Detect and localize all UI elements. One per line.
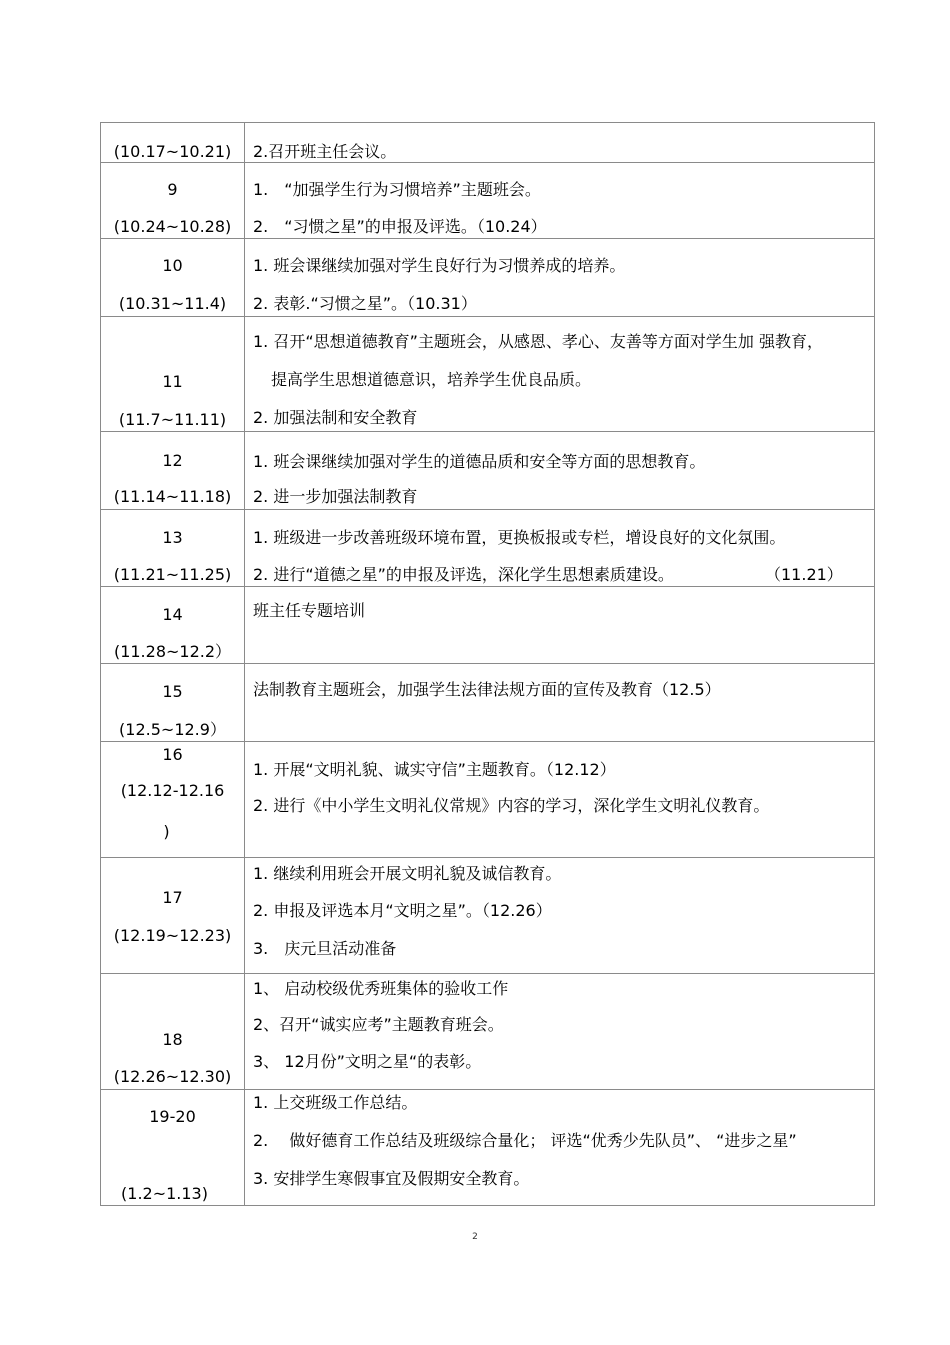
week-cell <box>101 163 245 239</box>
table-row <box>101 858 875 974</box>
item-text: 2. 进行《中小学生文明礼仪常规》内容的学习，深化学生文明礼仪教育。 <box>253 796 770 815</box>
table-row <box>101 239 875 317</box>
item-text: 3. 庆元旦活动准备 <box>253 939 397 958</box>
week-cell <box>101 742 245 858</box>
table-row <box>101 317 875 432</box>
schedule-table <box>100 122 875 1206</box>
week-dates: (12.26~12.30) <box>113 1067 232 1086</box>
week-dates: (12.12-12.16 <box>120 781 225 800</box>
week-cell <box>101 432 245 510</box>
week-number: 16 <box>162 745 183 764</box>
week-dates: (12.5~12.9） <box>119 720 226 739</box>
week-cell <box>101 587 245 664</box>
week-number: 15 <box>162 682 183 701</box>
content-cell <box>245 858 875 974</box>
item-text: 2. “习惯之星”的申报及评选。（10.24） <box>253 217 547 236</box>
table-row <box>101 510 875 587</box>
week-number: 19-20 <box>149 1107 196 1126</box>
week-dates: (11.28~12.2） <box>113 642 232 661</box>
week-dates: (1.2~1.13) <box>121 1184 208 1203</box>
week-dates: (10.17~10.21) <box>113 142 232 161</box>
week-cell <box>101 317 245 432</box>
item-text: 3、 12月份”文明之星“的表彰。 <box>253 1052 482 1071</box>
content-cell <box>245 742 875 858</box>
week-dates: (10.24~10.28) <box>113 217 232 236</box>
week-cell <box>101 1090 245 1206</box>
week-number: 12 <box>162 451 183 470</box>
item-text: 1. 召开“思想道德教育”主题班会，从感恩、孝心、友善等方面对学生加 强教育， <box>253 332 824 351</box>
week-number: 14 <box>162 605 183 624</box>
table-row <box>101 664 875 742</box>
content-cell <box>245 587 875 664</box>
item-text: 2.召开班主任会议。 <box>253 142 397 161</box>
item-text: 3. 安排学生寒假事宜及假期安全教育。 <box>253 1169 530 1188</box>
week-number: 17 <box>162 888 183 907</box>
table-row <box>101 1090 875 1206</box>
week-cell <box>101 974 245 1090</box>
content-cell <box>245 510 875 587</box>
week-cell <box>101 239 245 317</box>
item-text: 1. 开展“文明礼貌、诚实守信”主题教育。（12.12） <box>253 760 616 779</box>
table-row <box>101 123 875 163</box>
week-dates: (11.7~11.11) <box>118 410 227 429</box>
item-text: 2. 表彰.“习惯之星”。（10.31） <box>253 294 477 313</box>
week-cell <box>101 664 245 742</box>
item-text: 班主任专题培训 <box>253 601 366 620</box>
item-text: 法制教育主题班会，加强学生法律法规方面的宣传及教育（12.5） <box>253 680 721 699</box>
week-dates: (10.31~11.4) <box>118 294 227 313</box>
item-text: 1. “加强学生行为习惯培养”主题班会。 <box>253 180 541 199</box>
week-dates: (12.19~12.23) <box>113 926 232 945</box>
content-cell <box>245 163 875 239</box>
content-cell <box>245 1090 875 1206</box>
content-cell <box>245 974 875 1090</box>
week-number: 13 <box>162 528 183 547</box>
content-cell <box>245 432 875 510</box>
item-text: 2. 申报及评选本月“文明之星”。（12.26） <box>253 901 552 920</box>
week-cell <box>101 123 245 163</box>
table-row <box>101 163 875 239</box>
week-dates: ) <box>163 822 170 841</box>
week-dates: (11.21~11.25) <box>113 565 232 584</box>
page-number: 2 <box>472 1232 478 1242</box>
content-cell <box>245 239 875 317</box>
item-text: 2. 进行“道德之星”的申报及评选，深化学生思想素质建设。 <box>253 565 674 584</box>
week-number: 9 <box>167 180 178 199</box>
item-text: 1. 上交班级工作总结。 <box>253 1093 418 1112</box>
week-cell <box>101 858 245 974</box>
item-text: 2. 做好德育工作总结及班级综合量化； 评选“优秀少先队员”、 “进步之星” <box>253 1131 797 1150</box>
week-cell <box>101 510 245 587</box>
week-number: 18 <box>162 1030 183 1049</box>
item-date: （11.21） <box>765 565 843 584</box>
item-text: 1. 继续利用班会开展文明礼貌及诚信教育。 <box>253 864 562 883</box>
week-number: 10 <box>162 256 183 275</box>
content-cell <box>245 123 875 163</box>
item-text: 2. 进一步加强法制教育 <box>253 487 418 506</box>
item-text: 提高学生思想道德意识，培养学生优良品质。 <box>271 370 592 389</box>
item-text: 1、 启动校级优秀班集体的验收工作 <box>253 979 509 998</box>
week-dates: (11.14~11.18) <box>113 487 232 506</box>
item-text: 2. 加强法制和安全教育 <box>253 408 418 427</box>
item-text: 1. 班级进一步改善班级环境布置，更换板报或专栏，增设良好的文化氛围。 <box>253 528 786 547</box>
table-row <box>101 742 875 858</box>
table-row <box>101 432 875 510</box>
item-text: 1. 班会课继续加强对学生良好行为习惯养成的培养。 <box>253 256 626 275</box>
content-cell <box>245 664 875 742</box>
item-text: 2、召开“诚实应考”主题教育班会。 <box>253 1015 504 1034</box>
table-row <box>101 974 875 1090</box>
table-row <box>101 587 875 664</box>
content-cell <box>245 317 875 432</box>
item-text: 1. 班会课继续加强对学生的道德品质和安全等方面的思想教育。 <box>253 452 706 471</box>
week-number: 11 <box>162 372 183 391</box>
